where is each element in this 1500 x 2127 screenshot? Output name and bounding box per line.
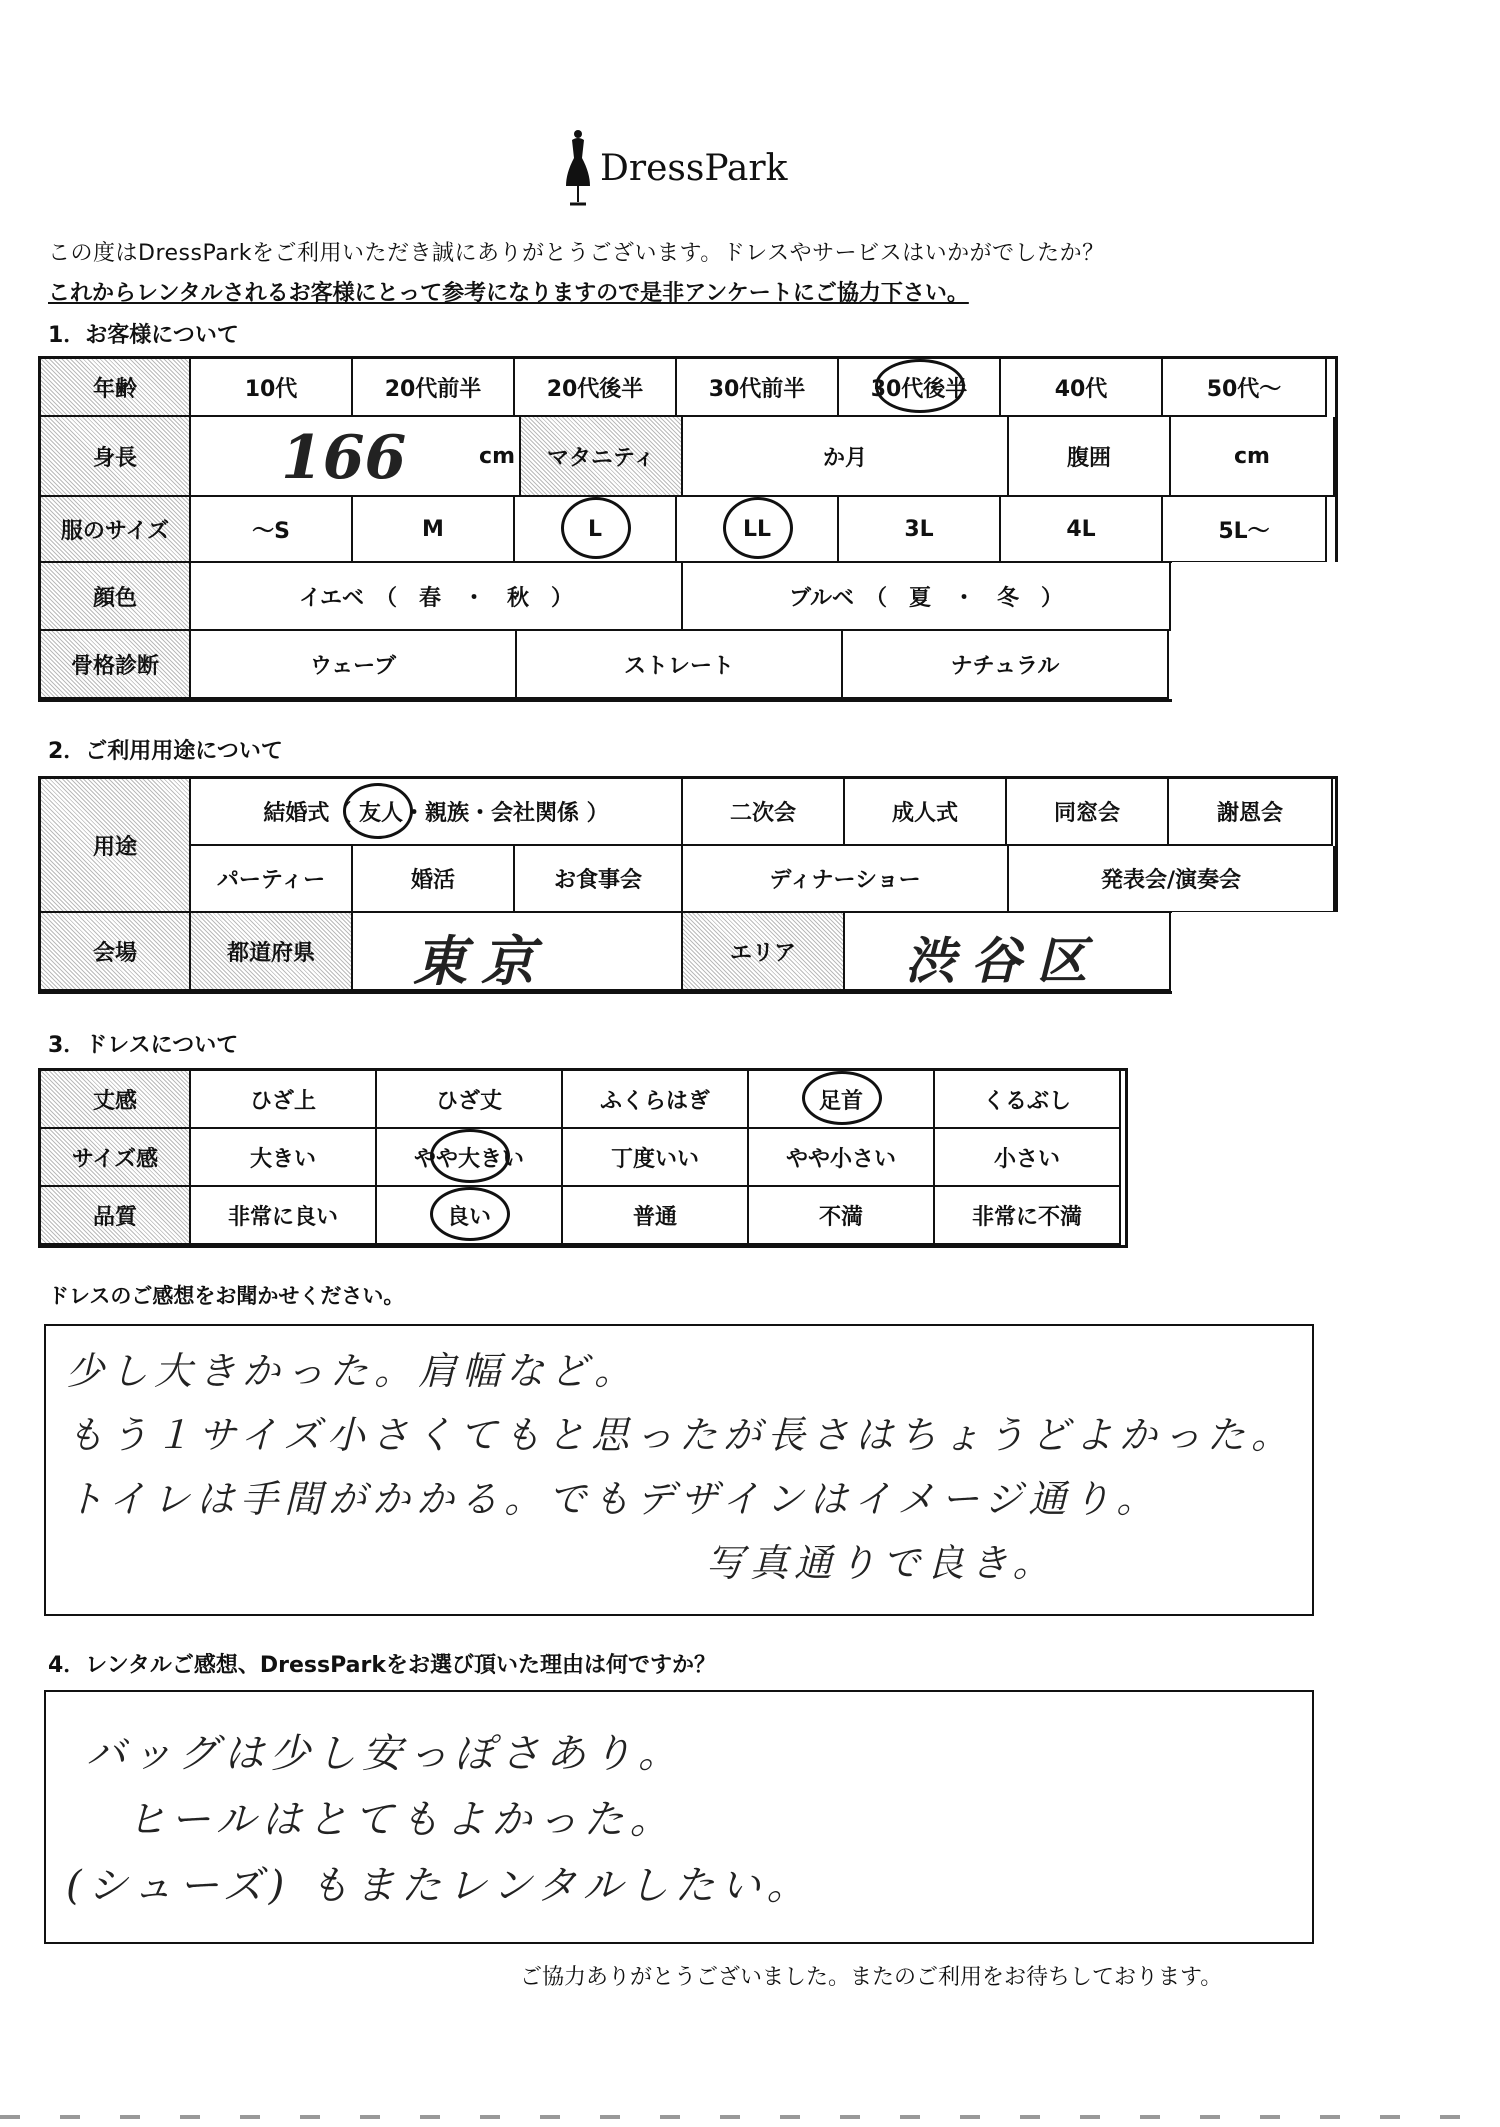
length-option[interactable]: 足首 [749,1071,935,1129]
purpose-option[interactable]: 結婚式（ 友人・親族・会社関係 ） [191,779,683,846]
selection-circle [343,783,413,839]
scan-edge-marks [0,2115,1500,2119]
waist-label: 腹囲 [1009,417,1171,497]
age-option[interactable]: 20代後半 [515,359,677,417]
yellow-base-option[interactable]: イエベ （ 春 ・ 秋 ） [191,563,683,631]
selection-circle [723,497,793,559]
skeleton-option[interactable]: ナチュラル [843,631,1169,699]
purpose-table [38,776,1338,994]
size-header: 服のサイズ [41,497,191,563]
section-1-title: 1．お客様について [48,323,239,348]
area-value: 渋谷区 [905,931,1103,990]
intro-line-2: これからレンタルされるお客様にとって参考になりますので是非アンケートにご協力下さい。 [48,281,969,306]
skeleton-option[interactable]: ストレート [517,631,843,699]
age-option[interactable]: 50代～ [1163,359,1327,417]
fit-option[interactable]: 大きい [191,1129,377,1187]
size-option[interactable]: 4L [1001,497,1163,563]
skeleton-option[interactable]: ウェーブ [191,631,517,699]
waist-unit[interactable]: cm [1171,417,1335,497]
prefecture-value: 東京 [413,929,549,993]
purpose-option[interactable]: パーティー [191,846,353,913]
age-option[interactable]: 40代 [1001,359,1163,417]
dress-comment-prompt: ドレスのご感想をお聞かせください。 [48,1284,405,1308]
maternity-header: マタニティ [521,417,683,497]
selection-circle [802,1071,882,1125]
customer-table [38,356,1338,702]
fit-option[interactable]: やや小さい [749,1129,935,1187]
area-field[interactable] [845,913,1171,991]
dresspark-logo [560,128,800,208]
quality-option[interactable]: 非常に良い [191,1187,377,1245]
size-option[interactable]: ～S [191,497,353,563]
size-option[interactable]: M [353,497,515,563]
area-header: エリア [683,913,845,991]
length-option[interactable]: ひざ上 [191,1071,377,1129]
size-option[interactable]: 5L～ [1163,497,1327,563]
fit-header: サイズ感 [41,1129,191,1187]
purpose-option[interactable]: 二次会 [683,779,845,846]
face-color-header: 顔色 [41,563,191,631]
dress-table [38,1068,1128,1248]
purpose-header: 用途 [41,779,191,913]
height-unit: cm [479,443,515,469]
footer-thanks: ご協力ありがとうございました。またのご利用をお待ちしております。 [520,1965,1223,1990]
quality-option[interactable]: 良い [377,1187,563,1245]
purpose-option[interactable]: 成人式 [845,779,1007,846]
selection-circle [875,359,965,413]
dress-form-icon [560,128,596,208]
section-2-title: 2．ご利用用途について [48,739,283,764]
purpose-option[interactable]: 婚活 [353,846,515,913]
rental-comment-box[interactable] [44,1690,1314,1944]
handwritten-line: 少し大きかった。肩幅など。 [66,1349,639,1393]
purpose-option[interactable]: 同窓会 [1007,779,1169,846]
purpose-option[interactable]: お食事会 [515,846,683,913]
fit-option[interactable]: 小さい [935,1129,1121,1187]
handwritten-line: ヒールはとてもよかった。 [126,1797,676,1843]
size-option[interactable]: L [515,497,677,563]
size-option[interactable]: LL [677,497,839,563]
dress-comment-box[interactable] [44,1324,1314,1616]
fit-option[interactable]: 丁度いい [563,1129,749,1187]
length-option[interactable]: ひざ丈 [377,1071,563,1129]
maternity-months[interactable]: か月 [683,417,1009,497]
length-option[interactable]: くるぶし [935,1071,1121,1129]
prefecture-field[interactable] [353,913,683,991]
selection-circle [430,1129,510,1183]
length-option[interactable]: ふくらはぎ [563,1071,749,1129]
purpose-option[interactable]: ディナーショー [683,846,1009,913]
size-option[interactable]: 3L [839,497,1001,563]
selection-circle [561,497,631,559]
purpose-option[interactable]: 発表会/演奏会 [1009,846,1335,913]
length-header: 丈感 [41,1071,191,1129]
height-field[interactable] [191,417,521,497]
purpose-option[interactable]: 謝恩会 [1169,779,1333,846]
section-3-title: 3．ドレスについて [48,1033,239,1058]
handwritten-line: 写真通りで良き。 [706,1541,1057,1585]
table-1-blank [1172,562,1342,707]
height-value: 166 [281,423,407,493]
handwritten-line: (シューズ) もまたレンタルしたい。 [66,1863,813,1909]
handwritten-line: トイレは手間がかかる。でもデザインはイメージ通り。 [66,1477,1161,1521]
age-option[interactable]: 20代前半 [353,359,515,417]
quality-option[interactable]: 普通 [563,1187,749,1245]
handwritten-line: バッグは少し安っぽさあり。 [86,1731,684,1777]
age-option[interactable]: 30代前半 [677,359,839,417]
intro-line-1: この度はDressParkをご利用いただき誠にありがとうございます。ドレスやサービスはいかがでしたか？ [48,241,1105,266]
age-option[interactable]: 10代 [191,359,353,417]
venue-header: 会場 [41,913,191,991]
skeleton-header: 骨格診断 [41,631,191,699]
handwritten-line: もう１サイズ小さくてもと思ったが長さはちょうどよかった。 [66,1413,1295,1457]
fit-option[interactable]: やや大きい [377,1129,563,1187]
quality-option[interactable]: 非常に不満 [935,1187,1121,1245]
table-2-blank [1172,912,1342,998]
blue-base-option[interactable]: ブルベ （ 夏 ・ 冬 ） [683,563,1171,631]
age-option[interactable]: 30代後半 [839,359,1001,417]
section-4-title: 4．レンタルご感想、DressParkをお選び頂いた理由は何ですか？ [48,1653,716,1678]
quality-option[interactable]: 不満 [749,1187,935,1245]
logo-text: DressPark [600,148,788,189]
quality-header: 品質 [41,1187,191,1245]
selection-circle [430,1187,510,1241]
height-header: 身長 [41,417,191,497]
prefecture-header: 都道府県 [191,913,353,991]
age-header: 年齢 [41,359,191,417]
